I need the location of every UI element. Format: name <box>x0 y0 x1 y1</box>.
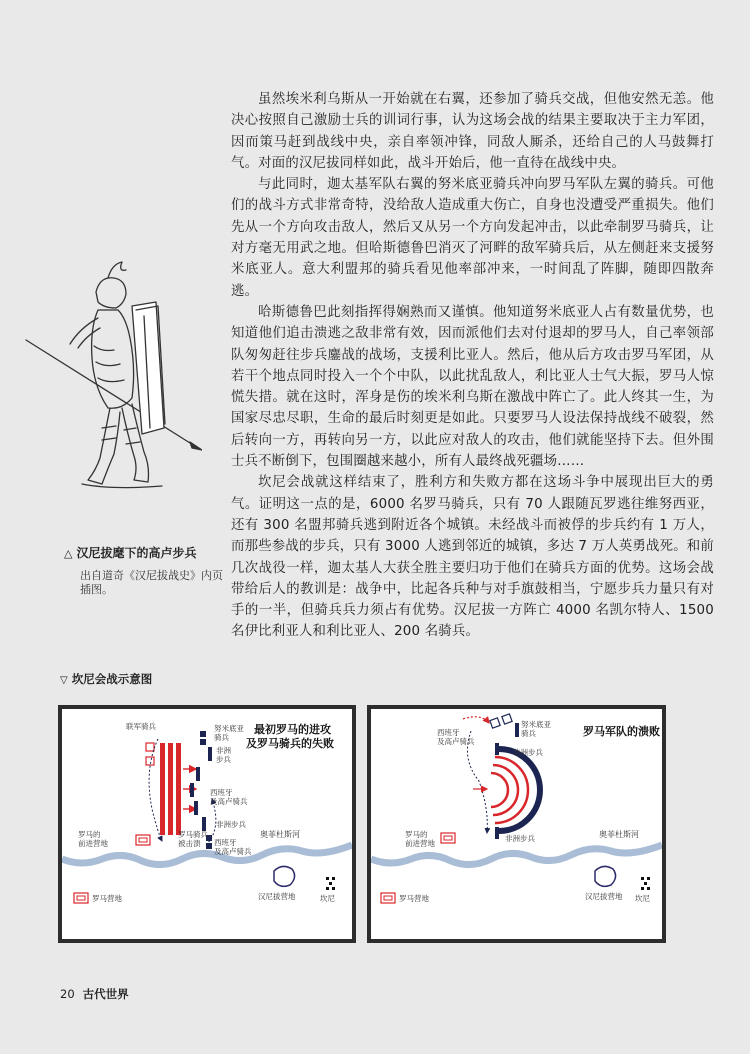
roman-line <box>160 743 165 835</box>
carthage-unit <box>495 743 499 755</box>
carthage-crescent <box>499 749 540 831</box>
label-african-top-1: 非洲 <box>216 746 231 755</box>
label-roman-camp: 罗马营地 <box>92 894 122 903</box>
river-label: 奥菲杜斯河 <box>599 830 639 839</box>
hair <box>108 262 126 278</box>
label-forward-camp-2: 前进营地 <box>78 839 108 848</box>
hannibal-camp-icon <box>274 866 295 886</box>
roman-line <box>168 743 173 835</box>
carthage-cavalry-unit <box>200 739 206 745</box>
carthage-unit <box>196 767 200 781</box>
label-spanish-b-2: 及高卢骑兵 <box>214 847 252 856</box>
roman-cavalry-unit <box>146 757 154 765</box>
label-roman-camp: 罗马营地 <box>399 894 429 903</box>
roman-encircled-line <box>491 773 508 807</box>
label-african-bottom: 非洲步兵 <box>216 820 246 829</box>
carthage-cavalry-unit <box>502 714 512 724</box>
label-forward-camp-1: 罗马的 <box>78 830 101 839</box>
map-title-line2: 及罗马骑兵的失败 <box>246 737 334 750</box>
leg-wraps <box>102 426 140 444</box>
map-canvas <box>62 709 352 939</box>
label-hannibal-camp: 汉尼拔营地 <box>258 892 296 901</box>
map-section-title <box>60 671 152 687</box>
battle-map-rout <box>367 705 666 943</box>
carthage-unit <box>202 817 206 831</box>
label-spanish-2: 及高卢骑兵 <box>437 737 475 746</box>
roman-encircled-line <box>493 765 518 815</box>
label-numidian-2: 骑兵 <box>521 729 536 738</box>
label-roman-cav-routed-1: 罗马骑兵 <box>178 830 208 839</box>
hannibal-camp-icon <box>595 866 616 886</box>
caption-title <box>64 544 224 561</box>
paragraph: 虽然埃米利乌斯从一开始就在右翼，还参加了骑兵交战，但他安然无恙。他决心按照自己激励士兵的训词行事，认为这场会战的结果主要取决于主力军团，因而策马赶到战线中央，亲自率领冲锋，同敌人厮杀，还给自己的人马鼓舞打气。对面的汉尼拔同样如此，战斗开始后，他一直待在战线中央。 <box>231 92 714 171</box>
carthage-cavalry-unit <box>200 731 206 737</box>
cannae-icon <box>326 877 335 890</box>
river-label: 奥菲杜斯河 <box>260 830 300 839</box>
arm <box>70 318 100 348</box>
figure-caption <box>64 544 224 597</box>
triangle-down-icon: ▽ <box>60 675 68 686</box>
head <box>96 278 126 308</box>
leg-left <box>88 408 120 484</box>
label-allied-cavalry: 联军骑兵 <box>126 722 156 731</box>
triangle-up-icon: △ <box>64 547 73 560</box>
paragraph: 与此同时，迦太基军队右翼的努米底亚骑兵冲向罗马军队左翼的骑兵。可他们的战斗方式非常奇特，没给敌人造成重大伤亡，自身也没遭受严重损失。他们先从一个方向攻击敌人，然后又从另一个方向发起冲击，以此牵制罗马骑兵，让对方毫无用武之地。但哈斯德鲁巴消灭了河畔的敌军骑兵后，从左侧赶来支援努米底亚人。意大利盟邦的骑兵看见他率部冲来，一时间乱了阵脚，随即四散奔逃。 <box>231 177 714 299</box>
carthage-cavalry-unit <box>490 718 500 728</box>
label-hannibal-camp: 汉尼拔营地 <box>585 892 623 901</box>
gallic-infantry-illustration <box>22 258 202 498</box>
label-roman-cav-routed-2: 被击溃 <box>178 839 201 848</box>
map-section-title-text: 坎尼会战示意图 <box>71 672 153 686</box>
label-spanish-b-1: 西班牙 <box>214 838 237 847</box>
roman-line <box>176 743 181 835</box>
carthage-unit <box>208 747 212 761</box>
label-african-bottom: 非洲步兵 <box>505 834 535 843</box>
roman-camp-icon <box>381 893 395 903</box>
label-cannae: 坎尼 <box>320 894 335 903</box>
running-title: 古代世界 <box>82 987 129 1001</box>
map-title: 罗马军队的溃败 <box>583 725 660 738</box>
label-numidian-1: 努米底亚 <box>214 724 244 733</box>
carthage-unit <box>190 783 194 797</box>
ground <box>82 484 162 488</box>
carthage-unit <box>515 723 519 737</box>
label-spanish-2: 及高卢骑兵 <box>210 797 248 806</box>
carthage-unit <box>194 801 198 815</box>
label-spanish-1: 西班牙 <box>210 788 233 797</box>
torso <box>92 310 134 408</box>
paragraph: 哈斯德鲁巴此刻指挥得娴熟而又谨慎。他知道努米底亚人占有数量优势，也知道他们追击溃逃之敌非常有效，因而派他们去对付退却的罗马人，自己率领部队匆匆赶往步兵鏖战的战场，支援利比亚人。然后，他从后方攻击罗马军团，从若干个地点同时投入一个个中队，以此扰乱敌人，利比亚人士气大振，罗马人惊慌失措。就在这时，浑身是伤的埃米利乌斯在激战中阵亡了。此人终其一生，为国家尽忠尽职，生命的最后时刻更是如此。只要罗马人设法保持战线不破裂，然后转向一方，再转向另一方，以此应对敌人的攻击，他们就能坚持下去。但外围士兵不断倒下，包围圈越来越小，所有人最终战死疆场…… <box>231 304 714 470</box>
roman-cavalry-unit <box>146 743 154 751</box>
cannae-icon <box>641 877 650 890</box>
caption-title-text: 汉尼拔麾下的高卢步兵 <box>76 546 197 560</box>
spear-head <box>190 442 202 450</box>
map-title-line1: 最初罗马的进攻 <box>254 723 331 736</box>
spear-shaft <box>26 340 198 448</box>
tunic-folds <box>94 346 124 382</box>
article-body <box>231 89 714 643</box>
map-canvas <box>371 709 662 939</box>
label-african-top-2: 步兵 <box>216 755 231 764</box>
roman-forward-camp-icon <box>136 835 150 845</box>
cavalry-flank-path <box>467 731 487 833</box>
roman-flee-path <box>463 717 489 723</box>
paragraph: 坎尼会战就这样结束了，胜利方和失败方都在这场斗争中展现出巨大的勇气。证明这一点的是，6000 名罗马骑兵，只有 70 人跟随瓦罗逃往维努西亚，还有 300 名盟邦骑兵逃到附近各个城镇。未经战斗而被俘的步兵约有 1 万人，而那些参战的步兵，只有 3000 人逃到邻近的城镇，多达 7 万人英勇战死。和前几次战役一样，迦太基人大获全胜主要归功于他们在骑兵方面的优势。这场会战带给后人的教训是：战争中，比起各兵种与对手旗鼓相当，宁愿步兵力量只有对手的一半，但骑兵兵力须占有优势。汉尼拔一方阵亡 4000 名凯尔特人、1500 名伊比利亚人和利比亚人、200 名骑兵。 <box>231 475 714 640</box>
label-numidian-2: 骑兵 <box>214 733 229 742</box>
label-cannae: 坎尼 <box>635 894 650 903</box>
page-number: 20 <box>60 987 75 1001</box>
label-african-top: 非洲步兵 <box>513 748 543 757</box>
label-forward-camp-2: 前进营地 <box>405 839 435 848</box>
page-footer <box>60 986 129 1002</box>
label-spanish-1: 西班牙 <box>437 728 460 737</box>
roman-forward-camp-icon <box>441 833 455 843</box>
carthage-unit <box>495 827 499 839</box>
caption-description: 出自道奇《汉尼拔战史》内页插图。 <box>80 569 223 596</box>
label-numidian-1: 努米底亚 <box>521 720 551 729</box>
label-forward-camp-1: 罗马的 <box>405 830 428 839</box>
roman-camp-icon <box>74 893 88 903</box>
battle-map-initial <box>58 705 356 943</box>
